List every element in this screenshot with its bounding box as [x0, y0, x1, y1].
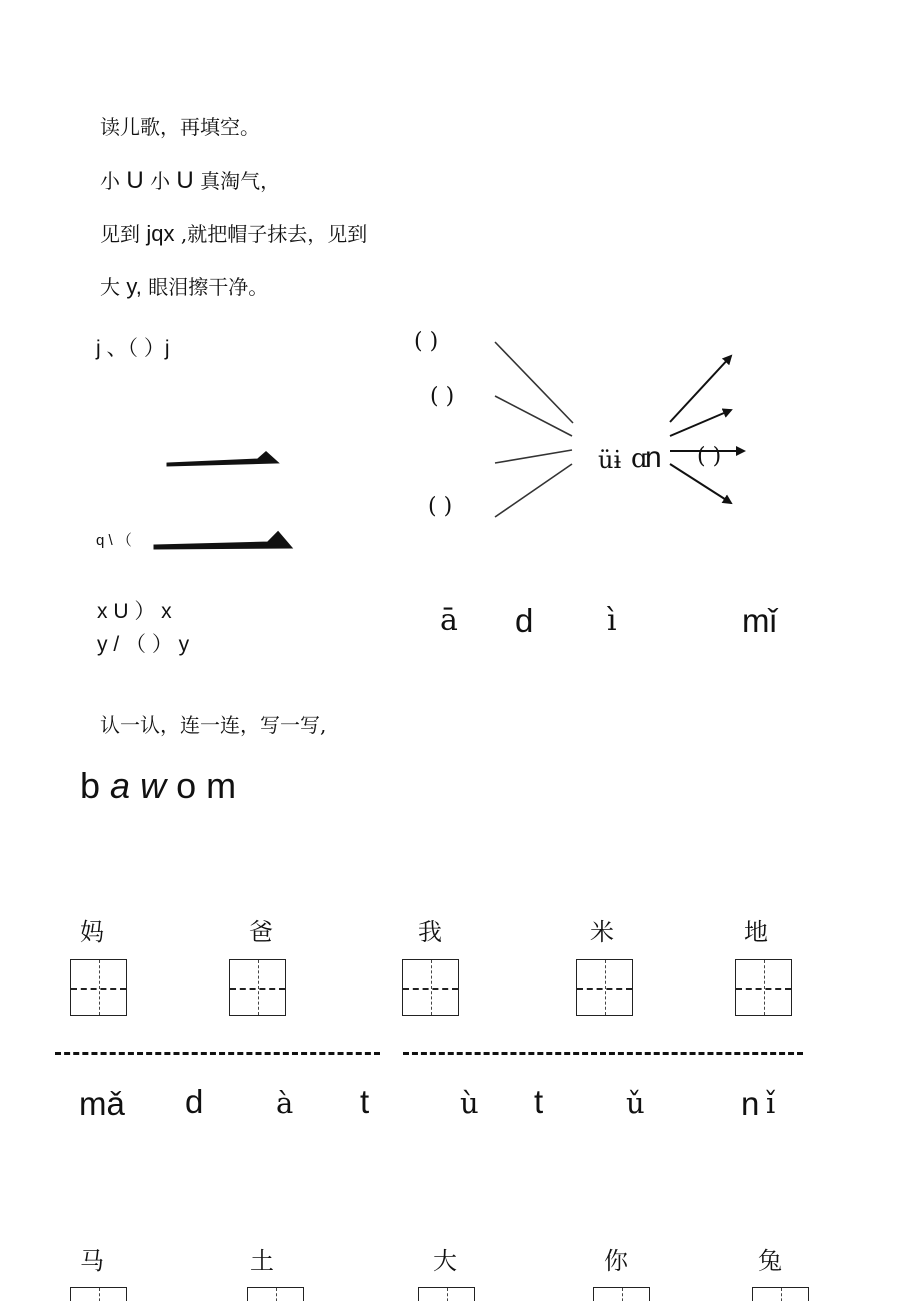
connector-line [495, 450, 572, 463]
pinyin-syllable: ì [607, 603, 617, 638]
hanzi: 妈 [80, 918, 104, 946]
hanzi: 地 [744, 918, 768, 946]
pinyin-syllable: ǐ [766, 1086, 776, 1120]
arrow-out [670, 356, 731, 422]
pinyin-syllable: ā [440, 603, 458, 638]
letter: o [176, 765, 197, 806]
connector-line [495, 342, 573, 423]
instruction-recognize: 认一认，连一连，写一写, [100, 713, 327, 737]
pinyin-syllable: d [515, 602, 534, 639]
fill-row-y: y / （ ） y [97, 633, 190, 656]
hanzi: 大 [433, 1247, 457, 1275]
fill-row-q: q \ （ [96, 532, 132, 549]
letter: a [110, 765, 131, 806]
hanzi: 爸 [249, 918, 273, 946]
center-final-n: n [645, 441, 662, 474]
letter: m [206, 765, 237, 806]
hanzi: 米 [590, 918, 614, 946]
poem-letter: y, [126, 274, 142, 299]
hanzi: 土 [250, 1247, 274, 1275]
instruction-read-poem: 读儿歌，再填空。 [100, 115, 260, 139]
hanzi: 我 [418, 918, 442, 946]
brush-stroke [155, 533, 290, 548]
pinyin-syllable: ǔ [626, 1086, 645, 1120]
poem-word: 见到 [100, 222, 140, 246]
fill-row-j: j 、（ ）j [96, 337, 170, 360]
hanzi: 兔 [758, 1247, 782, 1275]
right-blank-paren: ( ) [697, 444, 722, 469]
poem-word: 真淘气， [200, 169, 281, 193]
pinyin-syllable: t [360, 1083, 370, 1120]
hanzi: 你 [604, 1247, 628, 1275]
poem-word: 小 [100, 169, 120, 193]
poem-letter: U [126, 167, 144, 194]
letter: w [140, 765, 167, 806]
center-vowel-a: ɑ [631, 444, 648, 474]
poem-letters: jqx [146, 221, 175, 246]
blank-paren-3: ( ) [428, 494, 453, 519]
brush-stroke [168, 453, 276, 465]
poem-word: 眼泪擦干净。 [148, 275, 269, 299]
poem-word: 小 [150, 169, 171, 193]
arrow-out [670, 410, 731, 436]
letter: b [80, 765, 101, 806]
center-vowel: üɨ [598, 446, 622, 474]
poem-word: ,就把帽子抹去，见到 [180, 222, 368, 246]
pinyin-syllable: mǐ [742, 602, 777, 639]
blank-paren-1: ( ) [414, 329, 439, 354]
poem-letter: U [176, 167, 194, 194]
pinyin-syllable: mǎ [79, 1085, 125, 1122]
connector-line [495, 464, 572, 517]
fill-row-x: x U ） x [97, 600, 172, 623]
pinyin-syllable: t [534, 1083, 544, 1120]
pinyin-syllable: d [185, 1083, 204, 1120]
connector-line [495, 396, 572, 436]
pinyin-syllable: à [276, 1086, 294, 1120]
hanzi: 马 [80, 1247, 104, 1275]
pinyin-syllable: n [741, 1085, 760, 1122]
poem-word: 大 [100, 275, 120, 299]
pinyin-syllable: ù [460, 1086, 479, 1120]
blank-paren-2: ( ) [430, 384, 455, 409]
arrow-out [670, 464, 731, 503]
